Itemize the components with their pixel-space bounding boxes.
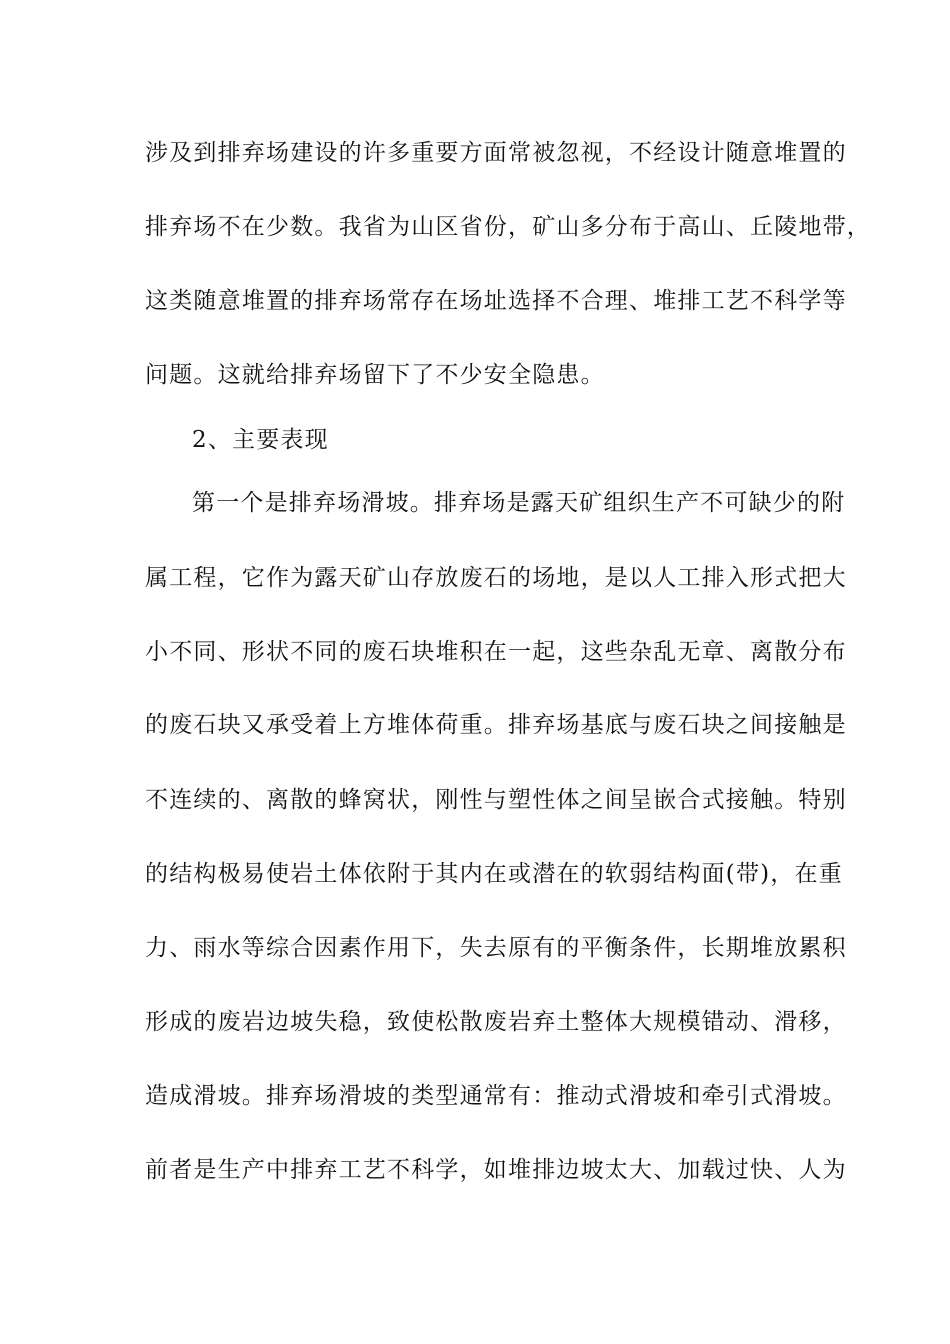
paragraph-line-10: 前者是生产中排弃工艺不科学，如堆排边坡太大、加载过快、人为	[145, 1157, 847, 1183]
paragraph-line-6: 的结构极易使岩土体依附于其内在或潜在的软弱结构面(带)，在重	[145, 861, 843, 887]
paragraph-line-1: 第一个是排弃场滑坡。排弃场是露天矿组织生产不可缺少的附	[192, 490, 846, 516]
paragraph-line-4: 的废石块又承受着上方堆体荷重。排弃场基底与废石块之间接触是	[145, 712, 847, 738]
paragraph-line-8: 形成的废岩边坡失稳，致使松散废岩弃土整体大规模错动、滑移，	[145, 1009, 847, 1035]
paragraph-line-5: 不连续的、离散的蜂窝状，刚性与塑性体之间呈嵌合式接触。特别	[145, 787, 847, 813]
text-line-2: 排弃场不在少数。我省为山区省份，矿山多分布于高山、丘陵地带，	[145, 214, 871, 240]
text-line-3: 这类随意堆置的排弃场常存在场址选择不合理、堆排工艺不科学等	[145, 288, 847, 314]
section-heading: 2、主要表现	[192, 427, 329, 453]
paragraph-line-9: 造成滑坡。排弃场滑坡的类型通常有：推动式滑坡和牵引式滑坡。	[145, 1083, 847, 1109]
paragraph-line-3: 小不同、形状不同的废石块堆积在一起，这些杂乱无章、离散分布	[145, 639, 847, 665]
paragraph-line-2: 属工程，它作为露天矿山存放废石的场地，是以人工排入形式把大	[145, 565, 847, 591]
text-line-1: 涉及到排弃场建设的许多重要方面常被忽视，不经设计随意堆置的	[145, 140, 847, 166]
paragraph-line-7: 力、雨水等综合因素作用下，失去原有的平衡条件，长期堆放累积	[145, 935, 847, 961]
text-line-4: 问题。这就给排弃场留下了不少安全隐患。	[145, 362, 605, 388]
